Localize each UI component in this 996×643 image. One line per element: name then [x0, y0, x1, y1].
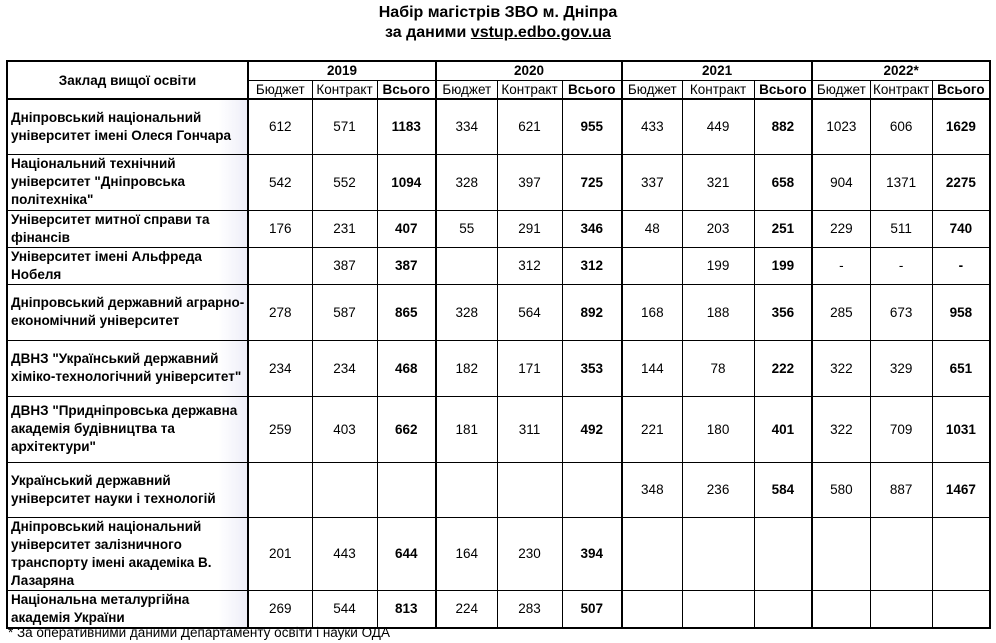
header-contract: Контракт: [870, 80, 932, 99]
cell-contract: 564: [497, 284, 562, 340]
cell-contract: 403: [312, 396, 377, 462]
header-budget: Бюджет: [622, 80, 682, 99]
cell-contract: 449: [682, 99, 754, 154]
cell-budget: 48: [622, 210, 682, 247]
page-title: Набір магістрів ЗВО м. Дніпра: [378, 4, 618, 21]
institution-name: Університет митної справи та фінансів: [7, 210, 248, 247]
footnote: * За оперативними даними Департаменту освіти і науки ОДА: [8, 625, 390, 640]
cell-total: 2275: [932, 154, 990, 210]
cell-budget: 234: [248, 340, 312, 396]
institution-name: Дніпровський державний аграрно-економічний університет: [7, 284, 248, 340]
table-row: [7, 590, 990, 628]
cell-total: 584: [754, 462, 812, 517]
header-budget: Бюджет: [248, 80, 312, 99]
cell-total: 1094: [377, 154, 436, 210]
cell-budget: [622, 517, 682, 590]
cell-budget: [812, 590, 870, 628]
cell-contract: 230: [497, 517, 562, 590]
cell-contract: 1371: [870, 154, 932, 210]
cell-total: 882: [754, 99, 812, 154]
cell-contract: 180: [682, 396, 754, 462]
cell-total: 346: [562, 210, 622, 247]
cell-contract: [682, 517, 754, 590]
cell-budget: -: [812, 247, 870, 284]
cell-budget: 224: [436, 590, 497, 628]
cell-contract: 552: [312, 154, 377, 210]
header-year-2019: 2019: [248, 61, 436, 80]
cell-contract: 283: [497, 590, 562, 628]
table-row: [7, 517, 990, 590]
cell-budget: 144: [622, 340, 682, 396]
cell-contract: 291: [497, 210, 562, 247]
cell-contract: 673: [870, 284, 932, 340]
cell-budget: 612: [248, 99, 312, 154]
table-row: [7, 462, 990, 517]
institution-name: ДВНЗ "Придніпровська державна академія будівництва та архітектури": [7, 396, 248, 462]
cell-budget: [812, 517, 870, 590]
cell-contract: 311: [497, 396, 562, 462]
cell-budget: 322: [812, 396, 870, 462]
institution-name: Український державний університет науки і технологій: [7, 462, 248, 517]
cell-contract: 511: [870, 210, 932, 247]
cell-total: -: [932, 247, 990, 284]
cell-budget: 322: [812, 340, 870, 396]
cell-budget: 164: [436, 517, 497, 590]
cell-contract: 171: [497, 340, 562, 396]
cell-total: [377, 462, 436, 517]
cell-contract: [870, 517, 932, 590]
cell-total: 662: [377, 396, 436, 462]
cell-budget: 201: [248, 517, 312, 590]
cell-budget: [436, 247, 497, 284]
cell-budget: 328: [436, 154, 497, 210]
cell-total: [562, 462, 622, 517]
cell-total: 401: [754, 396, 812, 462]
table-row: [7, 284, 990, 340]
source-link[interactable]: vstup.edbo.gov.ua: [470, 24, 611, 41]
header-total: Всього: [754, 80, 812, 99]
cell-total: 644: [377, 517, 436, 590]
cell-contract: 621: [497, 99, 562, 154]
cell-total: 199: [754, 247, 812, 284]
header-year-2020: 2020: [436, 61, 622, 80]
cell-budget: [248, 462, 312, 517]
cell-total: [932, 590, 990, 628]
cell-contract: 199: [682, 247, 754, 284]
cell-total: 251: [754, 210, 812, 247]
cell-contract: 188: [682, 284, 754, 340]
cell-budget: 334: [436, 99, 497, 154]
cell-budget: 580: [812, 462, 870, 517]
table-row: [7, 247, 990, 284]
cell-budget: [436, 462, 497, 517]
cell-budget: 221: [622, 396, 682, 462]
cell-contract: 606: [870, 99, 932, 154]
cell-budget: [622, 247, 682, 284]
cell-budget: 168: [622, 284, 682, 340]
cell-budget: 269: [248, 590, 312, 628]
cell-contract: 443: [312, 517, 377, 590]
cell-contract: 544: [312, 590, 377, 628]
cell-total: 394: [562, 517, 622, 590]
cell-budget: [622, 590, 682, 628]
header-total: Всього: [932, 80, 990, 99]
cell-budget: 181: [436, 396, 497, 462]
cell-total: 312: [562, 247, 622, 284]
institution-name: Дніпровський національний університет імені Олеся Гончара: [7, 99, 248, 154]
header-contract: Контракт: [312, 80, 377, 99]
cell-total: 492: [562, 396, 622, 462]
institution-name: Національний технічний університет "Дніпровська політехніка": [7, 154, 248, 210]
cell-total: 407: [377, 210, 436, 247]
cell-budget: 433: [622, 99, 682, 154]
cell-budget: 55: [436, 210, 497, 247]
header-budget: Бюджет: [812, 80, 870, 99]
header-contract: Контракт: [497, 80, 562, 99]
cell-budget: 278: [248, 284, 312, 340]
cell-budget: 1023: [812, 99, 870, 154]
cell-contract: [682, 590, 754, 628]
header-total: Всього: [377, 80, 436, 99]
cell-total: [754, 590, 812, 628]
cell-budget: 904: [812, 154, 870, 210]
table-row: [7, 99, 990, 154]
cell-budget: 176: [248, 210, 312, 247]
cell-total: 955: [562, 99, 622, 154]
cell-budget: 337: [622, 154, 682, 210]
cell-contract: 887: [870, 462, 932, 517]
header-contract: Контракт: [682, 80, 754, 99]
institution-name: ДВНЗ "Український державний хіміко-технологічний університет": [7, 340, 248, 396]
cell-total: 1031: [932, 396, 990, 462]
header-total: Всього: [562, 80, 622, 99]
header-budget: Бюджет: [436, 80, 497, 99]
cell-budget: 259: [248, 396, 312, 462]
header-year-2021: 2021: [622, 61, 812, 80]
cell-contract: 312: [497, 247, 562, 284]
subtitle-prefix: за даними: [385, 24, 467, 41]
cell-total: 356: [754, 284, 812, 340]
cell-contract: [312, 462, 377, 517]
cell-budget: 285: [812, 284, 870, 340]
cell-contract: 571: [312, 99, 377, 154]
cell-total: 1467: [932, 462, 990, 517]
cell-total: 1629: [932, 99, 990, 154]
admissions-table: [6, 60, 991, 629]
cell-total: 222: [754, 340, 812, 396]
header-institution: Заклад вищої освіти: [7, 61, 248, 99]
table-row: [7, 154, 990, 210]
cell-total: 658: [754, 154, 812, 210]
cell-budget: [248, 247, 312, 284]
cell-budget: 328: [436, 284, 497, 340]
cell-contract: 709: [870, 396, 932, 462]
cell-total: 1183: [377, 99, 436, 154]
cell-budget: 348: [622, 462, 682, 517]
cell-total: 813: [377, 590, 436, 628]
cell-contract: [870, 590, 932, 628]
cell-total: 740: [932, 210, 990, 247]
cell-contract: 203: [682, 210, 754, 247]
cell-contract: 587: [312, 284, 377, 340]
cell-contract: 329: [870, 340, 932, 396]
cell-contract: 397: [497, 154, 562, 210]
cell-total: 468: [377, 340, 436, 396]
cell-budget: 229: [812, 210, 870, 247]
cell-total: 507: [562, 590, 622, 628]
institution-name: Дніпровський національний університет залізничного транспорту імені академіка В. Лазаряна: [7, 517, 248, 590]
cell-contract: 78: [682, 340, 754, 396]
table-row: [7, 340, 990, 396]
cell-contract: 236: [682, 462, 754, 517]
cell-total: [932, 517, 990, 590]
cell-total: [754, 517, 812, 590]
institution-name: Національна металургійна академія України: [7, 590, 248, 628]
cell-budget: 542: [248, 154, 312, 210]
cell-total: 865: [377, 284, 436, 340]
page-subtitle: [0, 23, 996, 42]
cell-contract: [497, 462, 562, 517]
cell-contract: 231: [312, 210, 377, 247]
cell-contract: 387: [312, 247, 377, 284]
cell-contract: 234: [312, 340, 377, 396]
table-row: [7, 396, 990, 462]
header-year-2022: 2022*: [812, 61, 990, 80]
table-row: [7, 210, 990, 247]
institution-name: Університет імені Альфреда Нобеля: [7, 247, 248, 284]
cell-total: 387: [377, 247, 436, 284]
cell-contract: -: [870, 247, 932, 284]
cell-budget: 182: [436, 340, 497, 396]
cell-contract: 321: [682, 154, 754, 210]
cell-total: 353: [562, 340, 622, 396]
cell-total: 651: [932, 340, 990, 396]
cell-total: 892: [562, 284, 622, 340]
cell-total: 958: [932, 284, 990, 340]
cell-total: 725: [562, 154, 622, 210]
